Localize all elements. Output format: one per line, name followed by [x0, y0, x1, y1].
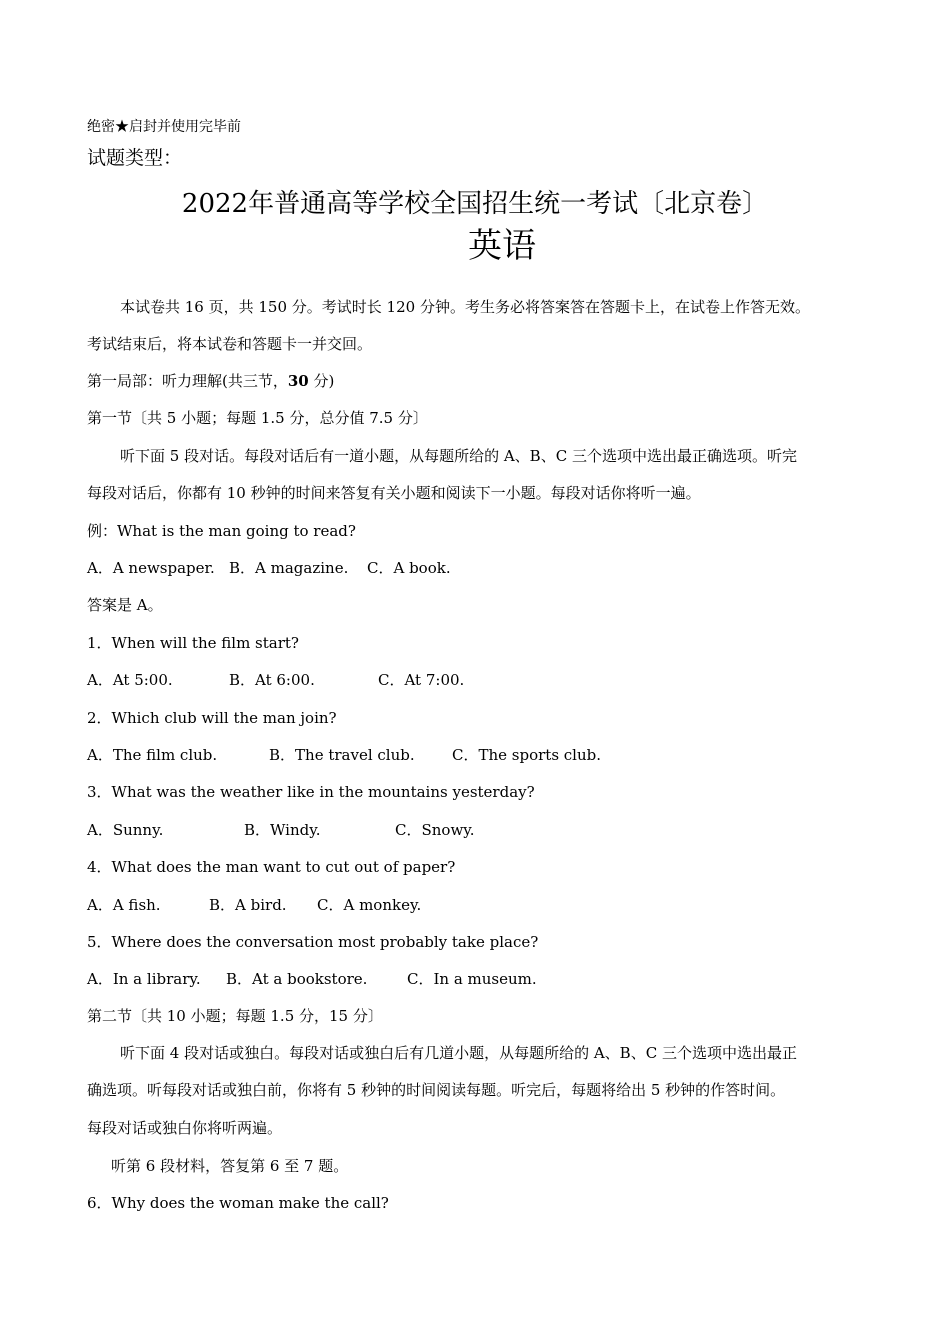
question-1: 1．When will the film start? [87, 634, 299, 652]
q1-option-c: C．At 7:00. [378, 671, 465, 689]
intro-line-1: 本试卷共 16 页，共 150 分。考试时长 120 分钟。考生务必将答案答在答题卡上，在试卷上作答无效。 [120, 298, 810, 316]
question-3-options [87, 820, 475, 840]
example-option-c: C．A book. [367, 559, 451, 577]
example-question: 例：What is the man going to read? [87, 522, 356, 540]
subject-title: 英语 [468, 226, 536, 266]
example-option-b: B．A magazine. [229, 559, 349, 577]
question-2-options [87, 745, 601, 765]
q5-option-a: A．In a library. [87, 970, 201, 988]
q3-option-a: A．Sunny. [87, 821, 164, 839]
question-1-options [87, 670, 464, 690]
q3-option-c: C．Snowy. [395, 821, 475, 839]
part1-heading [87, 371, 334, 391]
q1-option-b: B．At 6:00. [229, 671, 315, 689]
example-option-a: A．A newspaper. [87, 559, 215, 577]
q5-option-b: B．At a bookstore. [226, 970, 368, 988]
q4-option-b: B．A bird. [209, 896, 287, 914]
question-4: 4．What does the man want to cut out of paper? [87, 858, 456, 876]
section2-instruction-1: 听下面 4 段对话或独白。每段对话或独白后有几道小题，从每题所给的 A、B、C 三个选项中选出最正 [120, 1044, 797, 1062]
q3-option-b: B．Windy. [244, 821, 321, 839]
confidential-note: 绝密★启封并使用完毕前 [87, 119, 241, 135]
material-note: 听第 6 段材料，答复第 6 至 7 题。 [111, 1157, 349, 1175]
q2-option-b: B．The travel club. [269, 746, 415, 764]
question-2: 2．Which club will the man join? [87, 709, 337, 727]
section2-instruction-2: 确选项。听每段对话或独白前，你将有 5 秒钟的时间阅读每题。听完后，每题将给出 5 秒钟的作答时间。 [87, 1081, 786, 1099]
q1-option-a: A．At 5:00. [87, 671, 173, 689]
section2-instruction-3: 每段对话或独白你将听两遍。 [87, 1119, 283, 1137]
question-5: 5．Where does the conversation most probably take place? [87, 933, 539, 951]
part1-heading-score: 30 [287, 372, 309, 390]
part1-heading-suffix: 分) [308, 372, 335, 390]
q4-option-a: A．A fish. [87, 896, 161, 914]
example-answer: 答案是 A。 [87, 596, 163, 614]
section1-instruction-1: 听下面 5 段对话。每段对话后有一道小题，从每题所给的 A、B、C 三个选项中选出最正确选项。听完 [120, 447, 797, 465]
part1-heading-prefix: 第一局部：听力理解(共三节， [87, 372, 288, 390]
question-5-options [87, 969, 537, 989]
q2-option-c: C．The sports club. [452, 746, 602, 764]
question-4-options [87, 895, 421, 915]
question-3: 3．What was the weather like in the mountains yesterday? [87, 783, 535, 801]
example-options [87, 558, 451, 578]
q4-option-c: C．A monkey. [317, 896, 422, 914]
question-type-label: 试题类型： [87, 147, 183, 169]
section1-instruction-2: 每段对话后，你都有 10 秒钟的时间来答复有关小题和阅读下一小题。每段对话你将听一遍。 [87, 484, 701, 502]
exam-title: 2022年普通高等学校全国招生统一考试〔北京卷〕 [181, 189, 769, 219]
question-6: 6．Why does the woman make the call? [87, 1194, 389, 1212]
q2-option-a: A．The film club. [87, 746, 218, 764]
section1-heading: 第一节〔共 5 小题；每题 1.5 分，总分值 7.5 分〕 [87, 409, 428, 427]
q5-option-c: C．In a museum. [407, 970, 537, 988]
intro-line-2: 考试结束后，将本试卷和答题卡一并交回。 [87, 335, 373, 353]
section2-heading: 第二节〔共 10 小题；每题 1.5 分，15 分〕 [87, 1007, 383, 1025]
